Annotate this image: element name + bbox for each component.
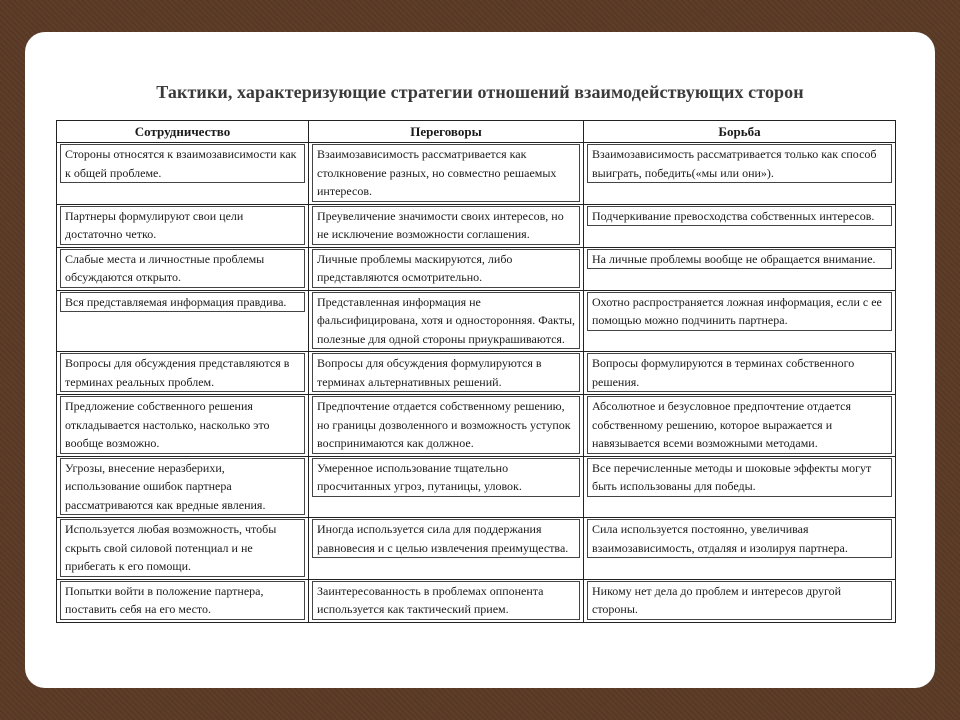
table-cell xyxy=(57,204,309,247)
table-cell xyxy=(584,352,896,395)
cell-text: Вопросы формулируются в терминах собственного решения. xyxy=(587,353,892,392)
cell-text: Предложение собственного решения откладывается настолько, насколько это вообще возможно. xyxy=(60,396,305,454)
slide-title: Тактики, характеризующие стратегии отношений взаимодействующих сторон xyxy=(156,82,804,102)
table-cell xyxy=(57,579,309,622)
table-cell xyxy=(584,456,896,518)
table-row xyxy=(57,290,896,352)
table-cell xyxy=(57,518,309,580)
table-cell xyxy=(57,456,309,518)
cell-text: Все перечисленные методы и шоковые эффекты могут быть использованы для победы. xyxy=(587,458,892,497)
column-header-negotiation: Переговоры xyxy=(309,121,584,143)
cell-text: Попытки войти в положение партнера, поставить себя на его место. xyxy=(60,581,305,620)
cell-text: Стороны относятся к взаимозависимости как к общей проблеме. xyxy=(60,144,305,183)
cell-text: Угрозы, внесение неразберихи, использование ошибок партнера рассматриваются как вредные явления. xyxy=(60,458,305,516)
cell-text: Иногда используется сила для поддержания равновесия и с целью извлечения преимущества. xyxy=(312,519,580,558)
table-cell xyxy=(309,204,584,247)
table-cell xyxy=(309,352,584,395)
table-cell xyxy=(309,518,584,580)
column-header-cooperation: Сотрудничество xyxy=(57,121,309,143)
tactics-table xyxy=(56,120,896,623)
cell-text: Предпочтение отдается собственному решению, но границы дозволенного и возможность уступок воспринимаются как должное. xyxy=(312,396,580,454)
table-cell xyxy=(584,204,896,247)
table-cell xyxy=(309,247,584,290)
cell-text: Заинтересованность в проблемах оппонента используется как тактический прием. xyxy=(312,581,580,620)
cell-text: Вопросы для обсуждения формулируются в терминах альтернативных решений. xyxy=(312,353,580,392)
table-header-row xyxy=(57,121,896,143)
cell-text: Вся представляемая информация правдива. xyxy=(60,292,305,313)
table-cell xyxy=(584,143,896,205)
cell-text: Абсолютное и безусловное предпочтение отдается собственному решению, которое выражается и навязывается всеми возможными методами. xyxy=(587,396,892,454)
slide xyxy=(25,32,935,688)
table-cell xyxy=(309,290,584,352)
table-cell xyxy=(57,395,309,457)
cell-text: Никому нет дела до проблем и интересов другой стороны. xyxy=(587,581,892,620)
table-row xyxy=(57,247,896,290)
table-cell xyxy=(584,290,896,352)
table-cell xyxy=(309,143,584,205)
table-cell xyxy=(309,395,584,457)
table-cell xyxy=(584,247,896,290)
table-cell xyxy=(57,143,309,205)
cell-text: Слабые места и личностные проблемы обсуждаются открыто. xyxy=(60,249,305,288)
cell-text: Используется любая возможность, чтобы скрыть свой силовой потенциал и не прибегать к его помощи. xyxy=(60,519,305,577)
table-cell xyxy=(57,290,309,352)
table-cell xyxy=(584,518,896,580)
cell-text: Подчеркивание превосходства собственных интересов. xyxy=(587,206,892,227)
cell-text: Вопросы для обсуждения представляются в терминах реальных проблем. xyxy=(60,353,305,392)
table-row xyxy=(57,456,896,518)
table-cell xyxy=(309,456,584,518)
cell-text: Представленная информация не фальсифицирована, хотя и односторонняя. Факты, полезные для одной стороны приукрашиваются. xyxy=(312,292,580,350)
cell-text: Взаимозависимость рассматривается как столкновение разных, но совместно решаемых интересов. xyxy=(312,144,580,202)
table-row xyxy=(57,143,896,205)
cell-text: Взаимозависимость рассматривается только как способ выиграть, победить(«мы или они»). xyxy=(587,144,892,183)
cell-text: Партнеры формулируют свои цели достаточно четко. xyxy=(60,206,305,245)
table-row xyxy=(57,395,896,457)
cell-text: Преувеличение значимости своих интересов, но не исключение возможности соглашения. xyxy=(312,206,580,245)
cell-text: Сила используется постоянно, увеличивая взаимозависимость, отдаляя и изолируя партнера. xyxy=(587,519,892,558)
cell-text: Личные проблемы маскируются, либо представляются осмотрительно. xyxy=(312,249,580,288)
table-cell xyxy=(584,579,896,622)
table-row xyxy=(57,518,896,580)
table-row xyxy=(57,204,896,247)
table-row xyxy=(57,579,896,622)
cell-text: На личные проблемы вообще не обращается внимание. xyxy=(587,249,892,270)
cell-text: Умеренное использование тщательно просчитанных угроз, путаницы, уловок. xyxy=(312,458,580,497)
table-row xyxy=(57,352,896,395)
column-header-struggle: Борьба xyxy=(584,121,896,143)
table-cell xyxy=(57,247,309,290)
cell-text: Охотно распространяется ложная информация, если с ее помощью можно подчинить партнера. xyxy=(587,292,892,331)
table-cell xyxy=(57,352,309,395)
table-cell xyxy=(584,395,896,457)
table-cell xyxy=(309,579,584,622)
